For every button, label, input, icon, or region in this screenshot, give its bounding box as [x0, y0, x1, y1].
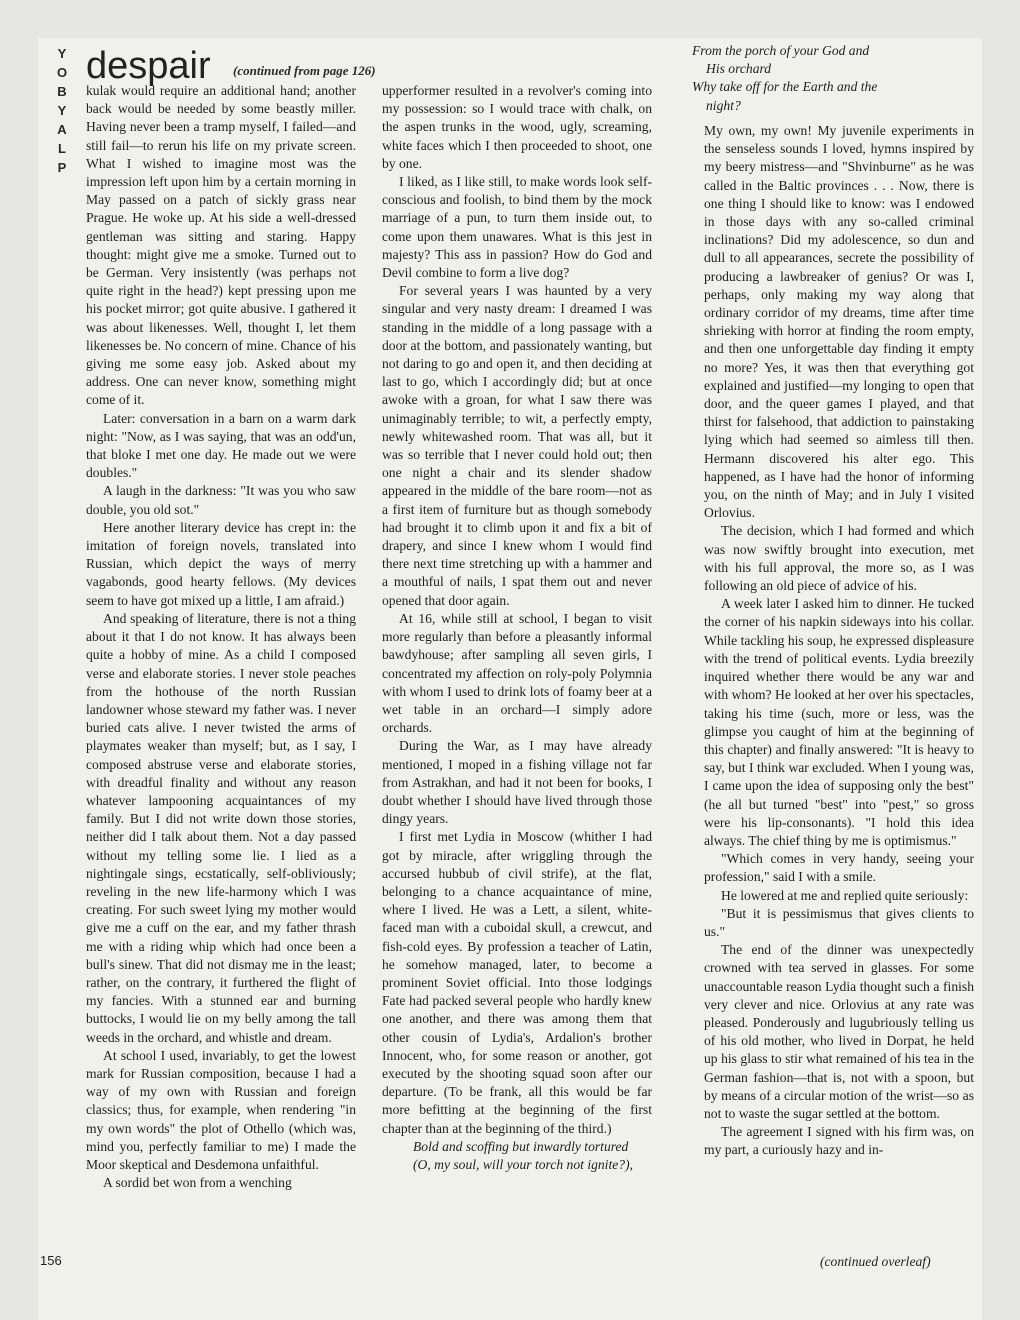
masthead-letter: Y — [57, 103, 67, 118]
paragraph: The end of the dinner was unexpectedly crowned with tea served in glasses. For some unaccountable reason Lydia thought such a finish very clever and nice. Orlovius at any rate was pleased. Ponderously and lugubriously telling us of his old mother, who lived in Dorpat, he held up his glass to stir what remained of his tea in the German fashion—that is, not with a spoon, but by means of a circular motion of the wrist—so as not to waste the sugar settled at the bottom. — [704, 942, 974, 1121]
paragraph: A week later I asked him to dinner. He tucked the corner of his napkin sideways into his collar. While tackling his soup, he expressed displeasure with the trend of political events. Lydia breezily inquired whether there would be any war and with whom? He looked at her over his spectacles, taking his time (such, more or less, was the glimpse you caught of him at the beginning of this chapter) and finally answered: "It is heavy to say, but I think war excluded. When I young was, I came upon the idea of supposing only the best" (he all but turned "best" into "pest," so gross were his lip-consonants). "I hold this idea always. The chief thing by me is optimismus." — [704, 596, 974, 848]
text-column-3 — [704, 122, 974, 1160]
paragraph: Later: conversation in a barn on a warm dark night: "Now, as I was saying, that was an odd'un, that bloke I met one day. He made out we were doubles." — [86, 410, 356, 481]
paragraph: I liked, as I like still, to make words look self-conscious and foolish, to bind them by the mock marriage of a pun, to turn them inside out, to come upon them unawares. What is this jest in majesty? This ass in passion? How do God and Devil combine to form a live dog? — [382, 174, 652, 281]
paragraph: Here another literary device has crept in: the imitation of foreign novels, translated into Russian, which depict the ways of merry vagabonds, good hearty fellows. (My devices seem to have got mixed up a little, I am afraid.) — [86, 519, 356, 608]
paragraph: During the War, as I may have already mentioned, I moped in a fishing village not far from Astrakhan, and had it not been for books, I doubt whether I should have lived through those dingy years. — [382, 738, 652, 827]
paragraph: The agreement I signed with his firm was, on my part, a curiously hazy and in- — [704, 1124, 974, 1158]
masthead-letter: P — [57, 160, 67, 175]
paragraph: At school I used, invariably, to get the lowest mark for Russian composition, because I had a way of my own with Russian and foreign classics; thus, for example, when rendering "in my own words" the plot of Othello (which was, mind you, perfectly familiar to me) I made the Moor skeptical and Desdemona unfaithful. — [86, 1047, 356, 1172]
paragraph: For several years I was haunted by a very singular and very nasty dream: I dreamed I was standing in the middle of a long passage with a door at the bottom, and passionately wanting, but not daring to go and open it, and then deciding at last to go, which I accordingly did; but at once awoke with a groan, for what I saw there was unimaginably terrible; to wit, a perfectly empty, newly whitewashed room. That was all, but it was so terrible that I never could hold out; then one night a chair and its slender shadow appeared in the middle of the bare room—not as a first item of furniture but as though somebody had brought it to climb upon it and fix a bit of drapery, and since I knew whom I would find there next time stretching up with a hammer and a mouthful of nails, I spat them out and never opened that door again. — [382, 283, 652, 608]
paragraph: A laugh in the darkness: "It was you who saw double, you old sot." — [86, 483, 356, 517]
verse-line: Why take off for the Earth and the — [692, 79, 878, 95]
verse-line: His orchard — [706, 61, 772, 77]
text-column-1 — [86, 82, 356, 1192]
magazine-masthead — [50, 44, 74, 177]
paragraph: A sordid bet won from a wenching — [103, 1175, 292, 1191]
page-title: despair — [86, 45, 211, 87]
verse-line: From the porch of your God and — [692, 43, 870, 58]
paragraph: My own, my own! My juvenile experiments in the senseless sounds I loved, hymns inspired by my beery mistress—and "Shvinburne" as he was called in the Baltic provinces . . . Now, there is one thing I should like to know: was I endowed in those days with any so-called criminal inclinations? Did my adolescence, so dun and dull to all appearances, secrete the possibility of producing a lawbreaker of genius? Or was I, perhaps, only making my way along that ordinary corridor of my dreams, time after time shrieking with horror at finding the room empty, and then one unforgettable day finding it empty no more? Yes, it was then that everything got explained and justified—my longing to open that door, and the queer games I played, and that thirst for falsehood, that addiction to painstaking lying which had seemed so aimless till then. Hermann discovered his alter ego. This happened, as I have had the honor of informing you, on the ninth of May; and in July I visited Orlovius. — [704, 123, 974, 521]
masthead-letter: L — [58, 141, 66, 156]
verse-line: (O, my soul, will your torch not ignite?), — [413, 1156, 633, 1172]
paragraph: He lowered at me and replied quite seriously: — [721, 887, 969, 903]
paragraph: The decision, which I had formed and which was now swiftly brought into execution, met with his full approval, the more so, as I was following an old piece of advice of his. — [704, 523, 974, 594]
paragraph: I first met Lydia in Moscow (whither I had got by miracle, after wriggling through the accursed hubbub of civil strife), at the flat, belonging to a chance acquaintance of mine, where I lived. He was a Lett, a silent, white-faced man with a cuboidal skull, a crewcut, and fish-cold eyes. By profession a teacher of Latin, he somehow managed, later, to become a prominent Soviet official. Into those lodgings Fate had packed several people who hardly knew one another, and there was among them that other cousin of Lydia's, Ardalion's brother Innocent, who, for some reason or another, got executed by the shooting squad soon after our departure. (To be frank, all this would be far more befitting at the beginning of the first chapter than at the beginning of the third.) — [382, 829, 652, 1136]
paragraph: kulak would require an additional hand; another back would be needed by some beastly miller. Having never been a tramp myself, I failed—and still fail—to rerun his life on my private screen. What I wished to imagine most was the impression left upon him by a certain morning in May passed on a patch of sickly grass near Prague. He woke up. At his side a well-dressed gentleman was sitting and staring. Happy thought: might give me a smoke. Turned out to be German. Very insistently (was perhaps not quite right in the head?) kept pressing upon me his pocket mirror; got quite abusive. I gathered it was about likenesses. Well, thought I, let them likenesses be. No concern of mine. Chance of his giving me some easy job. Asked about my address. One can never know, something might come of it. — [86, 83, 356, 408]
masthead-letter: A — [57, 122, 67, 137]
paragraph: "But it is pessimismus that gives clients to us." — [704, 905, 974, 939]
masthead-letter: B — [57, 84, 67, 99]
verse-stanza — [692, 42, 974, 115]
continued-overleaf-note: (continued overleaf) — [820, 1254, 931, 1269]
text-column-2 — [382, 82, 652, 1174]
masthead-letter: O — [56, 65, 68, 80]
masthead-letter: Y — [57, 46, 67, 61]
paragraph: "Which comes in very handy, seeing your profession," said I with a smile. — [704, 851, 974, 885]
paragraph: upperformer resulted in a revolver's coming into my possession: so I would trace with chalk, on the aspen trunks in the wood, ugly, screaming, white faces which I then proceeded to shoot, one by one. — [382, 83, 652, 171]
continued-from-note: (continued from page 126) — [233, 63, 376, 78]
verse-line: night? — [706, 97, 741, 113]
verse-line: Bold and scoffing but inwardly tortured — [413, 1138, 629, 1154]
paragraph: At 16, while still at school, I began to visit more regularly than before a pleasantly informal bawdyhouse; after sampling all seven girls, I concentrated my affection on roly-poly Polymnia with whom I used to drink lots of foamy beer at a wet table in an orchard—I simply adore orchards. — [382, 610, 652, 736]
page-number: 156 — [40, 1253, 62, 1268]
paragraph: And speaking of literature, there is not a thing about it that I do not know. It has always been quite a hobby of mine. As a child I composed verse and elaborate stories. I never stole peaches from the hothouse of the north Russian landowner whose steward my father was. I never buried cats alive. I never twisted the arms of playmates weaker than myself; but, as I say, I composed abstruse verse and elaborate stories, with dreadful finality and without any reason whatever lampooning acquaintances of my family. But I did not write down those stories, neither did I talk about them. Not a day passed without my telling some lie. I lied as a nightingale sings, ecstatically, self-obliviously; reveling in the new life-harmony which I was creating. For such sweet lying my mother would give me a cuff on the ear, and my father thrash me with a riding whip which had once been a bull's sinew. That did not dismay me in the least; rather, on the contrary, it furthered the flight of my fancies. With a stunned ear and burning buttocks, I would lie on my belly among the tall weeds in the orchard, and whistle and dream. — [86, 610, 356, 1045]
